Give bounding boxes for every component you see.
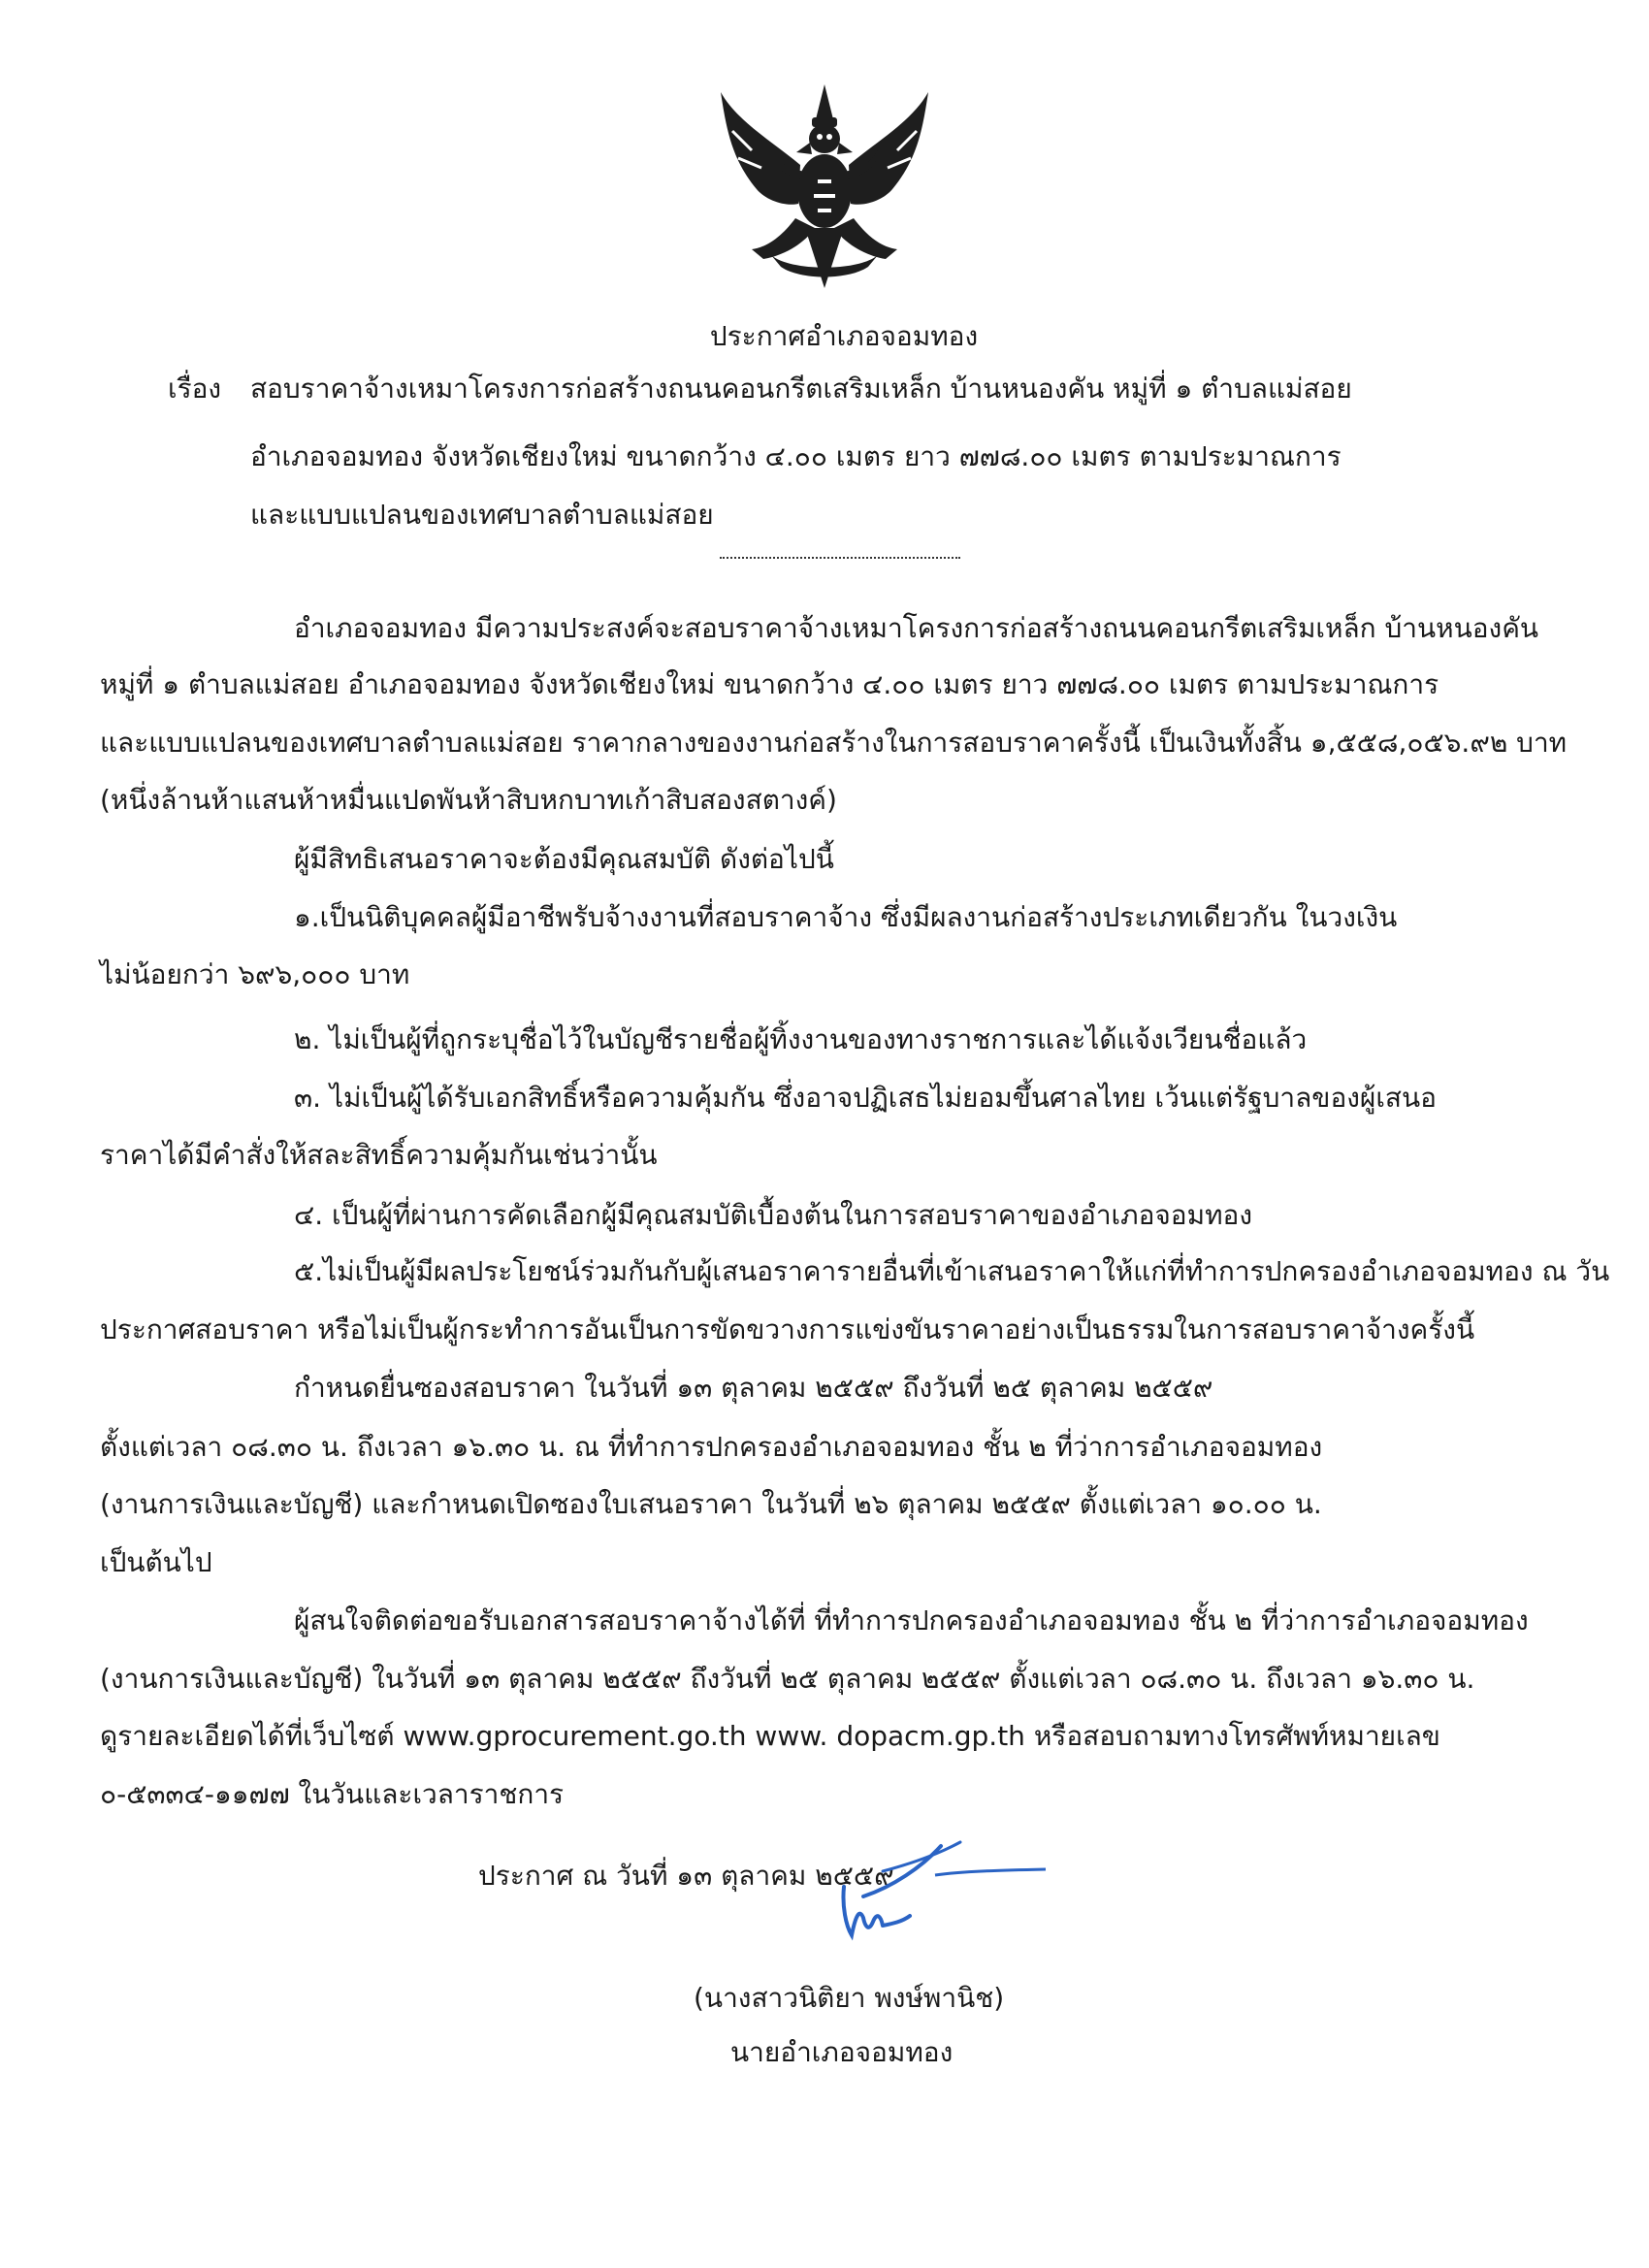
contact-line-2: (งานการเงินและบัญชี) ในวันที่ ๑๓ ตุลาคม ๒๕๕๙ ถึงวันที่ ๒๕ ตุลาคม ๒๕๕๙ ตั้งแต่เวลา ๐๘.๓๐ น. ถึงเวลา ๑๖.๓๐ น. [100, 1663, 1475, 1695]
signer-title: นายอำเภอจอมทอง [730, 2036, 954, 2068]
qualification-5-line-1: ๕.ไม่เป็นผู้มีผลประโยชน์ร่วมกันกับผู้เสนอราคารายอื่นที่เข้าเสนอราคาให้แก่ที่ทำการปกครองอำเภอจอมทอง ณ วัน [294, 1255, 1610, 1287]
qualification-3-line-1: ๓. ไม่เป็นผู้ได้รับเอกสิทธิ์หรือความคุ้มกัน ซึ่งอาจปฏิเสธไม่ยอมขึ้นศาลไทย เว้นแต่รัฐบาลของผู้เสนอ [294, 1082, 1437, 1114]
para1-line-4: (หนึ่งล้านห้าแสนห้าหมื่นแปดพันห้าสิบหกบาทเก้าสิบสองสตางค์) [100, 784, 837, 816]
qualification-2: ๒. ไม่เป็นผู้ที่ถูกระบุชื่อไว้ในบัญชีรายชื่อผู้ทิ้งงานของทางราชการและได้แจ้งเวียนชื่อแล้ว [294, 1023, 1308, 1055]
signer-name: (นางสาวนิติยา พงษ์พานิช) [694, 1982, 1005, 2014]
qualification-1-line-2: ไม่น้อยกว่า ๖๙๖,๐๐๐ บาท [100, 958, 410, 990]
contact-line-4: ๐-๕๓๓๔-๑๑๗๗ ในวันและเวลาราชการ [100, 1778, 565, 1810]
qualification-5-line-2: ประกาศสอบราคา หรือไม่เป็นผู้กระทำการอันเป็นการขัดขวางการแข่งขันราคาอย่างเป็นธรรมในการสอบราคาจ้างครั้งนี้ [100, 1313, 1475, 1345]
contact-line-1: ผู้สนใจติดต่อขอรับเอกสารสอบราคาจ้างได้ที่ ที่ทำการปกครองอำเภอจอมทอง ชั้น ๒ ที่ว่าการอำเภอจอมทอง [294, 1604, 1529, 1636]
schedule-line-1: กำหนดยื่นซองสอบราคา ในวันที่ ๑๓ ตุลาคม ๒๕๕๙ ถึงวันที่ ๒๕ ตุลาคม ๒๕๕๙ [294, 1372, 1213, 1404]
garuda-emblem-icon [713, 82, 936, 291]
qualification-4: ๔. เป็นผู้ที่ผ่านการคัดเลือกผู้มีคุณสมบัติเบื้องต้นในการสอบราคาของอำเภอจอมทอง [294, 1199, 1253, 1231]
schedule-line-2: ตั้งแต่เวลา ๐๘.๓๐ น. ถึงเวลา ๑๖.๓๐ น. ณ ที่ทำการปกครองอำเภอจอมทอง ชั้น ๒ ที่ว่าการอำเภอจอมทอง [100, 1431, 1323, 1463]
qualification-1-line-1: ๑.เป็นนิติบุคคลผู้มีอาชีพรับจ้างงานที่สอบราคาจ้าง ซึ่งมีผลงานก่อสร้างประเภทเดียวกัน ในวงเงิน [294, 901, 1398, 933]
para1-line-3: และแบบแปลนของเทศบาลตำบลแม่สอย ราคากลางของงานก่อสร้างในการสอบราคาครั้งนี้ เป็นเงินทั้งสิ้น ๑,๕๕๘,๐๕๖.๙๒ บาท [100, 727, 1568, 759]
contact-line-3: ดูรายละเอียดได้ที่เว็บไซต์ www.gprocurement.go.th www. dopacm.gp.th หรือสอบถามทางโทรศัพท์หมายเลข [100, 1720, 1440, 1752]
subject-line-1: สอบราคาจ้างเหมาโครงการก่อสร้างถนนคอนกรีตเสริมเหล็ก บ้านหนองคัน หมู่ที่ ๑ ตำบลแม่สอย [250, 373, 1352, 405]
subject-label: เรื่อง [168, 373, 222, 405]
para1-line-2: หมู่ที่ ๑ ตำบลแม่สอย อำเภอจอมทอง จังหวัดเชียงใหม่ ขนาดกว้าง ๔.๐๐ เมตร ยาว ๗๗๘.๐๐ เมตร ตามประมาณการ [100, 668, 1439, 700]
qualification-3-line-2: ราคาได้มีคำสั่งให้สละสิทธิ์ความคุ้มกันเช่นว่านั้น [100, 1139, 658, 1171]
para1-line-1: อำเภอจอมทอง มีความประสงค์จะสอบราคาจ้างเหมาโครงการก่อสร้างถนนคอนกรีตเสริมเหล็ก บ้านหนองคัน [294, 612, 1539, 644]
signature-icon [824, 1838, 970, 1974]
subject-line-2: อำเภอจอมทอง จังหวัดเชียงใหม่ ขนาดกว้าง ๔.๐๐ เมตร ยาว ๗๗๘.๐๐ เมตร ตามประมาณการ [250, 440, 1342, 472]
qualifications-intro: ผู้มีสิทธิเสนอราคาจะต้องมีคุณสมบัติ ดังต่อไปนี้ [294, 843, 834, 875]
subject-line-3: และแบบแปลนของเทศบาลตำบลแม่สอย [250, 499, 714, 531]
schedule-line-3: (งานการเงินและบัญชี) และกำหนดเปิดซองใบเสนอราคา ในวันที่ ๒๖ ตุลาคม ๒๕๕๙ ตั้งแต่เวลา ๑๐.๐๐ น. [100, 1488, 1322, 1520]
page-title: ประกาศอำเภอจอมทอง [709, 320, 979, 352]
announce-date: ประกาศ ณ วันที่ ๑๓ ตุลาคม ๒๕๕๙ [478, 1860, 894, 1892]
schedule-line-4: เป็นต้นไป [100, 1546, 212, 1578]
dotted-separator [720, 557, 960, 559]
